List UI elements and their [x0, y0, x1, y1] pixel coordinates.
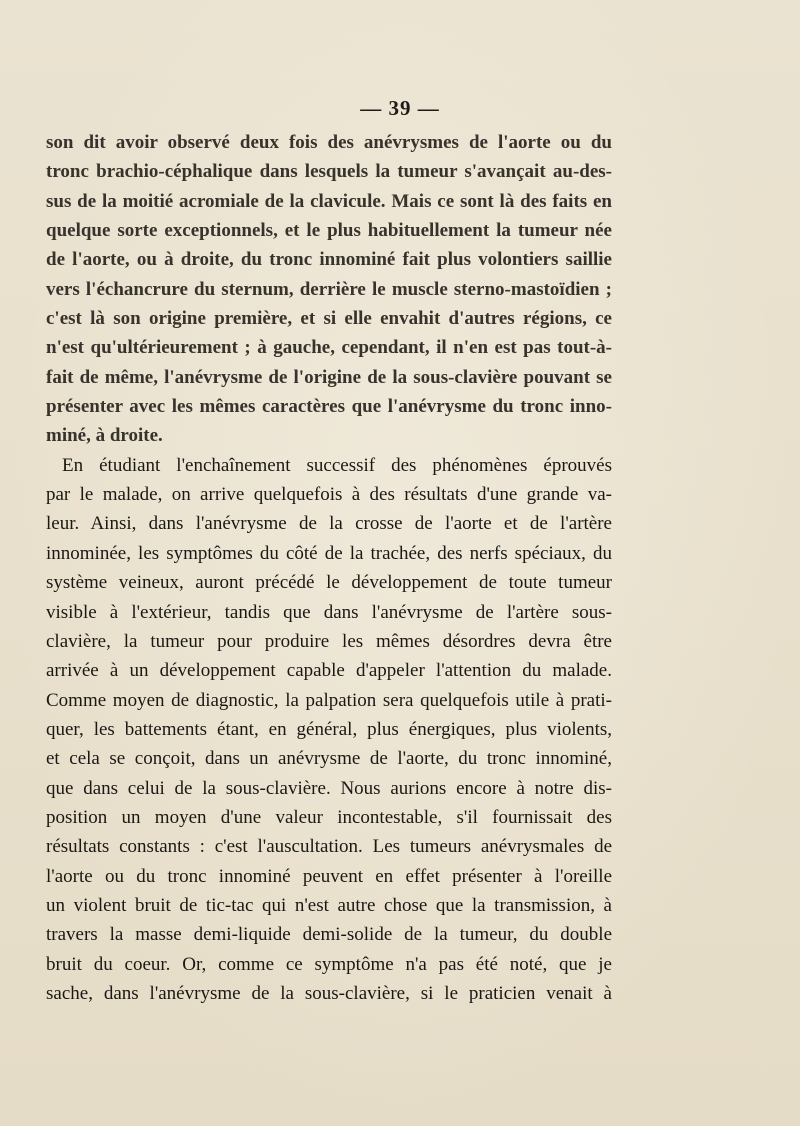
text-line: de l'aorte, ou à droite, du tronc innominé fait plus volontiers saillie	[46, 249, 612, 271]
text-line: un violent bruit de tic-tac qui n'est autre chose que la transmission, à	[46, 894, 612, 916]
paragraph-2	[46, 451, 612, 1009]
text-line: travers la masse demi-liquide demi-solide de la tumeur, du double	[46, 924, 612, 946]
text-line: que dans celui de la sous-clavière. Nous aurions encore à notre dis-	[46, 777, 612, 799]
text-line: n'est qu'ultérieurement ; à gauche, cependant, il n'en est pas tout-à-	[46, 337, 612, 359]
text-line: c'est là son origine première, et si elle envahit d'autres régions, ce	[46, 308, 612, 330]
text-line: système veineux, auront précédé le développement de toute tumeur	[46, 572, 612, 594]
text-line: Comme moyen de diagnostic, la palpation sera quelquefois utile à prati-	[46, 689, 612, 711]
text-line: leur. Ainsi, dans l'anévrysme de la crosse de l'aorte et de l'artère	[46, 513, 612, 535]
text-line: par le malade, on arrive quelquefois à des résultats d'une grande va-	[46, 484, 612, 506]
text-line: arrivée à un développement capable d'appeler l'attention du malade.	[46, 660, 612, 682]
paragraph-1	[46, 128, 612, 451]
text-line: innominée, les symptômes du côté de la trachée, des nerfs spéciaux, du	[46, 542, 612, 564]
text-line: et cela se conçoit, dans un anévrysme de l'aorte, du tronc innominé,	[46, 748, 612, 770]
text-line: visible à l'extérieur, tandis que dans l'anévrysme de l'artère sous-	[46, 601, 612, 623]
body-text	[46, 128, 612, 1008]
text-line: En étudiant l'enchaînement successif des phénomènes éprouvés	[62, 454, 612, 476]
text-line: sus de la moitié acromiale de la clavicule. Mais ce sont là des faits en	[46, 190, 612, 212]
text-line: miné, à droite.	[46, 425, 163, 447]
text-line: quer, les battements étant, en général, plus énergiques, plus violents,	[46, 718, 612, 740]
text-line: fait de même, l'anévrysme de l'origine de la sous-clavière pouvant se	[46, 366, 612, 388]
text-line: présenter avec les mêmes caractères que l'anévrysme du tronc inno-	[46, 396, 612, 418]
text-line: vers l'échancrure du sternum, derrière le muscle sterno-mastoïdien ;	[46, 278, 612, 300]
text-line: résultats constants : c'est l'auscultation. Les tumeurs anévrysmales de	[46, 836, 612, 858]
text-line: position un moyen d'une valeur incontestable, s'il fournissait des	[46, 806, 612, 828]
text-line: sache, dans l'anévrysme de la sous-clavière, si le praticien venait à	[46, 982, 612, 1004]
page-number: — 39 —	[360, 96, 440, 120]
text-line: clavière, la tumeur pour produire les mêmes désordres devra être	[46, 630, 612, 652]
text-line: l'aorte ou du tronc innominé peuvent en effet présenter à l'oreille	[46, 865, 612, 887]
text-line: bruit du coeur. Or, comme ce symptôme n'a pas été noté, que je	[46, 953, 612, 975]
text-line: tronc brachio-céphalique dans lesquels la tumeur s'avançait au-des-	[46, 161, 612, 183]
text-line: quelque sorte exceptionnels, et le plus habituellement la tumeur née	[46, 220, 612, 242]
text-line: son dit avoir observé deux fois des anévrysmes de l'aorte ou du	[46, 132, 612, 153]
